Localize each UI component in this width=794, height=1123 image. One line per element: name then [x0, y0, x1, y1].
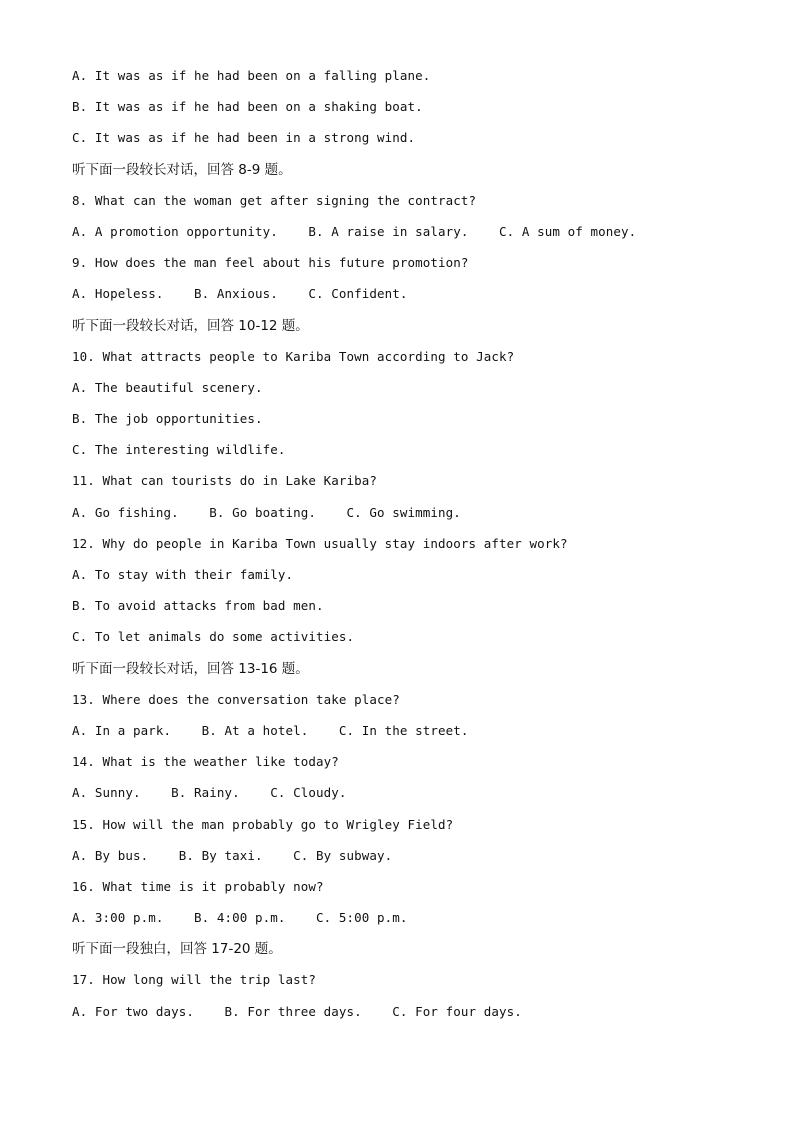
- question-line: 10. What attracts people to Kariba Town according to Jack?: [72, 348, 515, 364]
- option-line: A. It was as if he had been on a falling plane.: [72, 68, 431, 83]
- option-line: A. 3:00 p.m. B. 4:00 p.m. C. 5:00 p.m.: [72, 910, 408, 926]
- option-line: A. In a park. B. At a hotel. C. In the street.: [72, 722, 469, 738]
- section-instruction: 听下面一段独白，回答 17-20 题。: [72, 941, 282, 958]
- exam-page: [72, 66, 772, 1033]
- option-line: A. To stay with their family.: [72, 567, 294, 582]
- option-line: A. The beautiful scenery.: [72, 379, 263, 395]
- option-line: A. Sunny. B. Rainy. C. Cloudy.: [72, 785, 347, 801]
- question-line: 13. Where does the conversation take place?: [72, 691, 400, 707]
- option-line: A. For two days. B. For three days. C. For four days.: [72, 1003, 522, 1019]
- section-instruction: 听下面一段较长对话，回答 10-12 题。: [72, 317, 309, 334]
- question-line: 14. What is the weather like today?: [72, 754, 339, 770]
- option-line: C. To let animals do some activities.: [72, 629, 355, 645]
- question-line: 16. What time is it probably now?: [72, 878, 324, 894]
- option-line: A. Hopeless. B. Anxious. C. Confident.: [72, 286, 408, 302]
- question-line: 15. How will the man probably go to Wrigley Field?: [72, 816, 454, 832]
- option-line: C. The interesting wildlife.: [72, 442, 286, 458]
- section-instruction: 听下面一段较长对话，回答 13-16 题。: [72, 660, 309, 677]
- section-instruction: 听下面一段较长对话，回答 8-9 题。: [72, 161, 292, 178]
- option-line: A. Go fishing. B. Go boating. C. Go swimming.: [72, 504, 461, 520]
- option-line: A. By bus. B. By taxi. C. By subway.: [72, 847, 393, 863]
- option-line: A. A promotion opportunity. B. A raise in salary. C. A sum of money.: [72, 223, 637, 239]
- question-line: 9. How does the man feel about his future promotion?: [72, 255, 469, 271]
- option-line: B. It was as if he had been on a shaking boat.: [72, 99, 423, 115]
- question-line: 8. What can the woman get after signing the contract?: [72, 192, 477, 208]
- option-line: B. To avoid attacks from bad men.: [72, 598, 324, 614]
- question-line: 17. How long will the trip last?: [72, 972, 317, 988]
- option-line: C. It was as if he had been in a strong wind.: [72, 130, 416, 146]
- question-line: 11. What can tourists do in Lake Kariba?: [72, 473, 378, 489]
- option-line: B. The job opportunities.: [72, 411, 263, 427]
- question-line: 12. Why do people in Kariba Town usually stay indoors after work?: [72, 535, 568, 551]
